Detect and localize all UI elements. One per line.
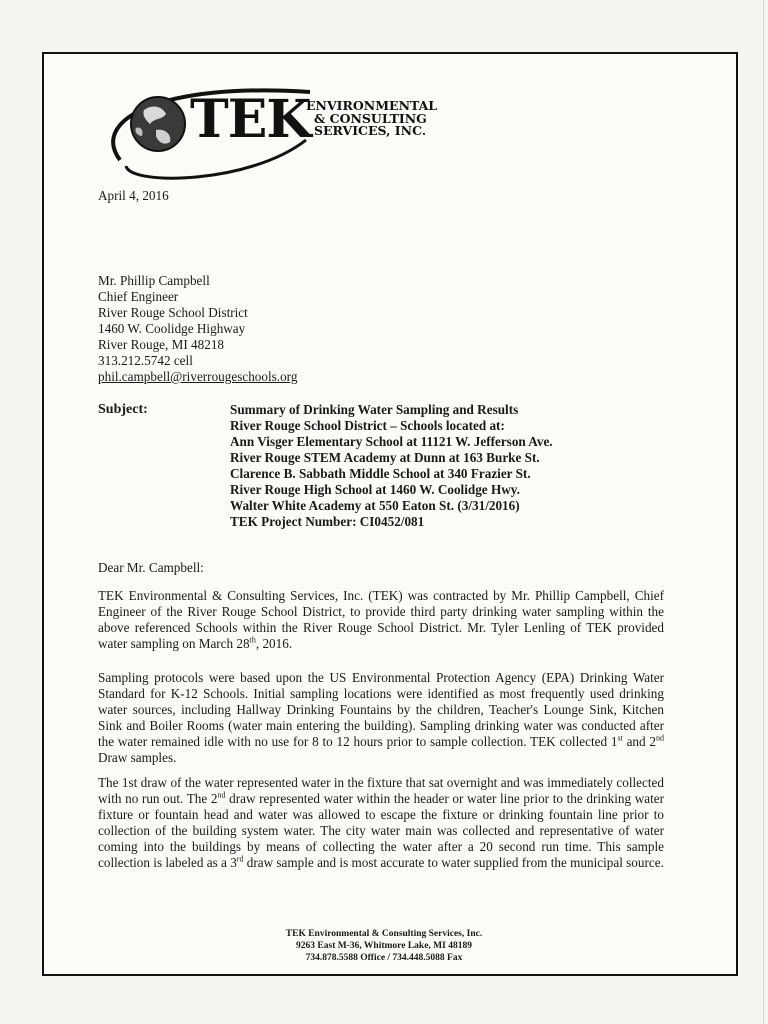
recipient-address — [98, 273, 297, 385]
recipient-title: Chief Engineer — [98, 289, 179, 304]
company-name-line1: ENVIRONMENTAL — [306, 98, 438, 113]
subject-line: TEK Project Number: CI0452/081 — [230, 514, 425, 529]
salutation: Dear Mr. Campbell: — [98, 560, 204, 575]
ordinal-suffix: nd — [217, 790, 226, 800]
paragraph-draws — [98, 775, 664, 871]
recipient-organization: River Rouge School District — [98, 305, 248, 320]
subject-line: Walter White Academy at 550 Eaton St. (3/31/2016) — [230, 498, 520, 513]
ordinal-suffix: nd — [656, 733, 664, 743]
paragraph-text: and 2 — [622, 734, 656, 749]
subject-line: Clarence B. Sabbath Middle School at 340 Frazier St. — [230, 466, 531, 481]
footer-contact: 734.878.5588 Office / 734.448.5088 Fax — [305, 953, 463, 963]
ordinal-suffix: th — [249, 635, 256, 645]
company-logo — [100, 80, 460, 190]
letter-date: April 4, 2016 — [98, 188, 169, 203]
paragraph-contract — [98, 588, 664, 652]
footer-company: TEK Environmental & Consulting Services, Inc. — [285, 929, 483, 939]
scan-edge — [763, 0, 764, 1024]
subject-label: Subject: — [98, 402, 148, 417]
footer-address: 9263 East M-36, Whitmore Lake, MI 48189 — [296, 941, 472, 951]
recipient-city: River Rouge, MI 48218 — [98, 337, 225, 352]
subject-line: River Rouge STEM Academy at Dunn at 163 Burke St. — [230, 450, 540, 465]
paragraph-protocols — [98, 670, 664, 766]
subject-line: Summary of Drinking Water Sampling and Results — [230, 402, 519, 417]
paragraph-text: , 2016. — [255, 636, 293, 651]
paragraph-text: TEK Environmental & Consulting Services, Inc. (TEK) was contracted by Mr. Phillip Campbell, Chief Engineer of the River Rouge School District, to provide third party drinking water sampling within the above referenced Schools within the River Rouge School District. Mr. Tyler Lenling of TEK provided water sampling on March 28 — [98, 588, 664, 651]
paragraph-text: Sampling protocols were based upon the US Environmental Protection Agency (EPA) Drinking Water Standard for K-12 Schools. Initial sampling locations were identified as most frequently used drinking water sources, including Hallway Drinking Fountains by the children, Teacher's Lounge Sink, Kitchen Sink and Boiler Rooms (water main entering the building). Sampling drinking water was conducted after the water remained idle with no use for 8 to 12 hours prior to sample collection. TEK collected 1 — [98, 670, 664, 749]
paragraph-text: draw represented water within the header or water line prior to the drinking water fixture or fountain head and water was allowed to escape the fixture or drinking fountain line prior to collection of the building system water. The city water main was collected and representative of water coming into the buildings by means of collecting the water after a 20 second run time. This sample collection is labeled as a 3 — [98, 791, 664, 870]
company-name — [306, 100, 437, 138]
recipient-name: Mr. Phillip Campbell — [98, 273, 210, 288]
subject-line: Ann Visger Elementary School at 11121 W. Jefferson Ave. — [230, 434, 553, 449]
subject-line: River Rouge High School at 1460 W. Coolidge Hwy. — [230, 482, 520, 497]
paragraph-text: The 1st draw of the water represented water in the fixture that sat overnight and was immediately collected with no run out. The 2 — [98, 775, 664, 806]
subject-lines — [230, 402, 553, 530]
logo-wordmark: TEK — [190, 89, 311, 150]
company-name-line3: SERVICES, INC. — [314, 123, 427, 138]
recipient-phone: 313.212.5742 cell — [98, 353, 193, 368]
ordinal-suffix: rd — [236, 854, 244, 864]
paragraph-text: draw sample and is most accurate to water supplied from the municipal source. — [243, 855, 664, 870]
recipient-email-link[interactable]: phil.campbell@riverrougeschools.org — [98, 369, 298, 384]
recipient-street: 1460 W. Coolidge Highway — [98, 321, 246, 336]
paragraph-text: Draw samples. — [98, 750, 177, 765]
company-name-line2: & CONSULTING — [314, 110, 427, 126]
ordinal-suffix: st — [617, 733, 623, 743]
subject-line: River Rouge School District – Schools located at: — [230, 418, 505, 433]
letter-footer — [0, 928, 768, 964]
